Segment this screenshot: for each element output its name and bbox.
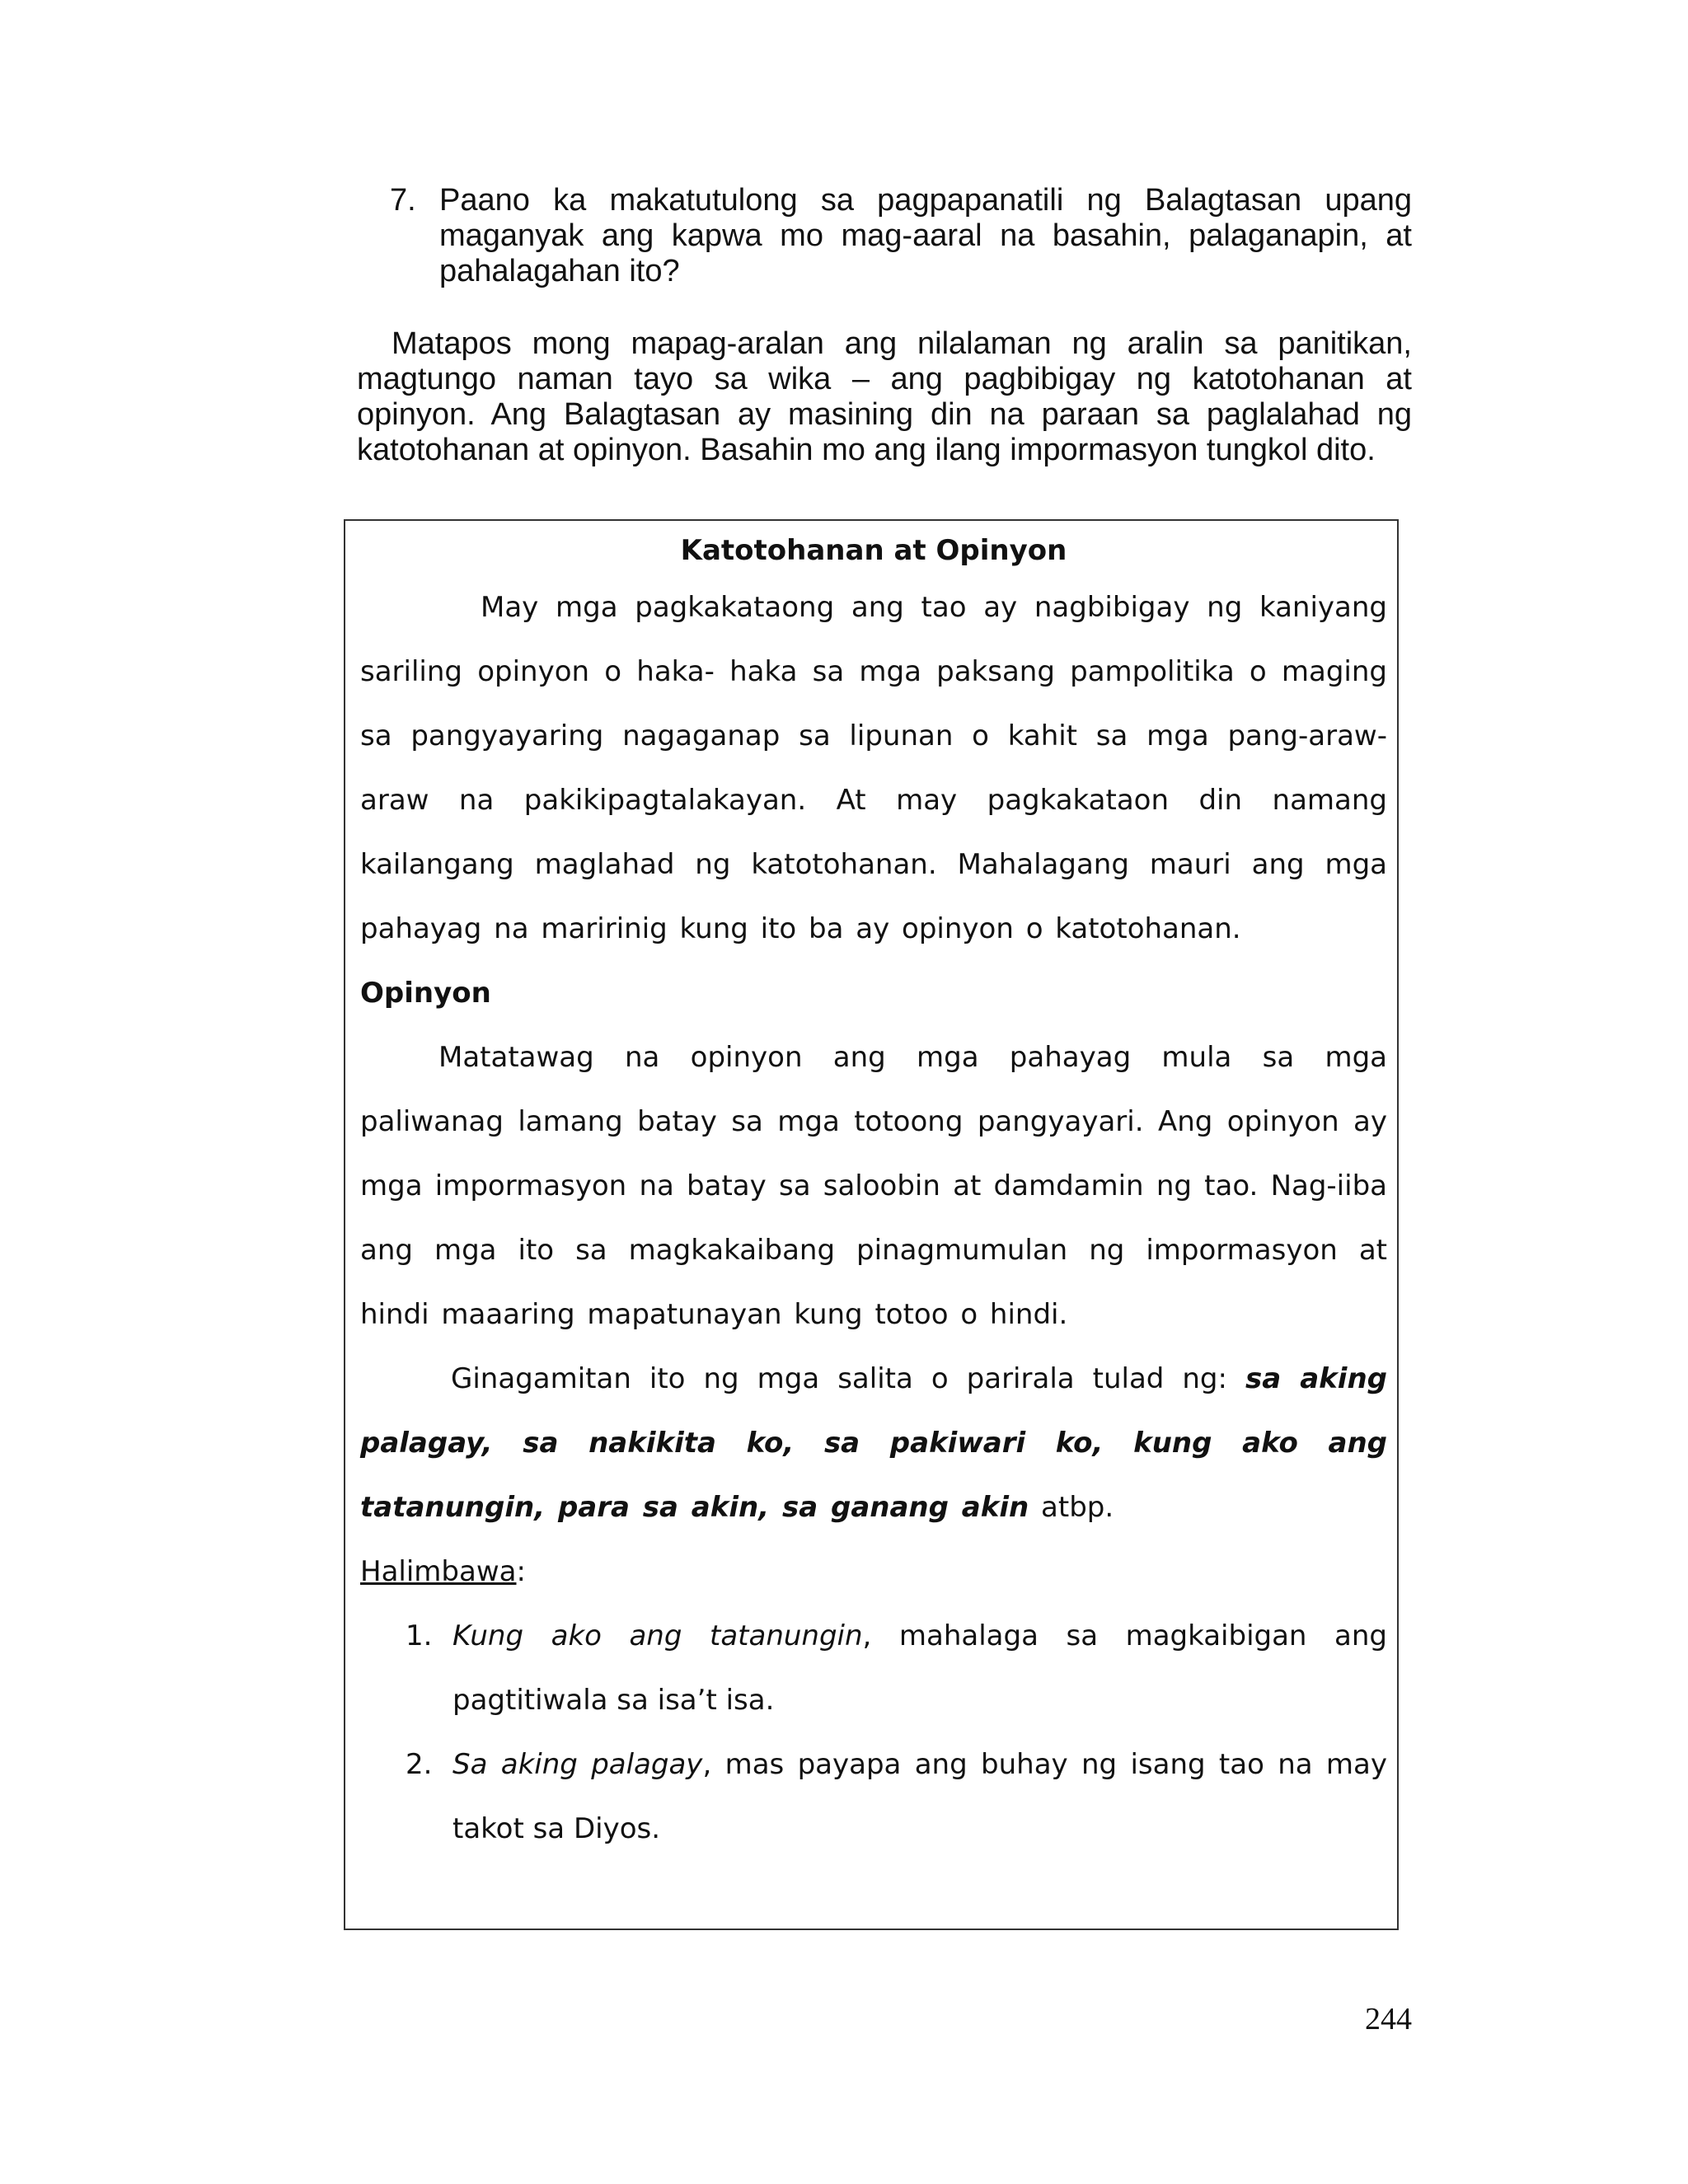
paragraph-intro: May mga pagkakataong ang tao ay nagbibigay ng kaniyang sariling opinyon o haka- haka sa mga paksang pampolitika o maging sa pangyayaring nagaganap sa lipunan o kahit sa mga pang-araw-araw na pakikipagtalakayan. At may pagkakataon din namang kailangang maglahad ng katotohanan. Mahalagang mauri ang mga pahayag na maririnig kung ito ba ay opinyon o katotohanan.	[360, 591, 1387, 945]
halimbawa-label: Halimbawa	[360, 1555, 517, 1588]
example-text: , mas payapa ang buhay ng isang tao na may takot sa Diyos.	[452, 1748, 1388, 1845]
question-number: 7.	[390, 183, 416, 218]
question-7	[390, 183, 1412, 289]
paragraph-opinyon-definition: Matatawag na opinyon ang mga pahayag mula sa mga paliwanag lamang batay sa mga totoong pangyayari. Ang opinyon ay mga impormasyon na batay sa saloobin at damdamin ng tao. Nag-iiba ang mga ito sa magkakaibang pinagmumulan ng impormasyon at hindi maaaring mapatunayan kung totoo o hindi.	[360, 1041, 1387, 1331]
page-number: 244	[1365, 2002, 1412, 2036]
expressions-list: sa aking palagay, sa nakikita ko, sa pakiwari ko, kung ako ang tatanungin, para sa akin, sa ganang akin	[360, 1362, 1387, 1524]
intro-paragraph	[357, 326, 1412, 468]
expressions-tail: atbp.	[1029, 1491, 1114, 1524]
example-italic-phrase: Kung ako ang tatanungin	[452, 1619, 863, 1652]
paragraph-expressions	[360, 1347, 1387, 1540]
box-content	[360, 526, 1387, 1861]
box-title: Katotohanan at Opinyon	[680, 534, 1067, 567]
example-text: , mahalaga sa magkaibigan ang pagtitiwala sa isa’t isa.	[452, 1619, 1387, 1717]
example-number: 2.	[406, 1748, 433, 1781]
question-text: Paano ka makatutulong sa pagpapanatili ng Balagtasan upang maganyak ang kapwa mo mag-aaral na basahin, palaganapin, at pahalagahan ito?	[439, 183, 1412, 288]
intro-text: Matapos mong mapag-aralan ang nilalaman ng aralin sa panitikan, magtungo naman tayo sa wika – ang pagbibigay ng katotohanan at opinyon. Ang Balagtasan ay masining din na paraan sa paglalahad ng katotohanan at opinyon. Basahin mo ang ilang impormasyon tungkol dito.	[357, 326, 1412, 467]
expressions-lead: Ginagamitan ito ng mga salita o parirala tulad ng:	[451, 1362, 1245, 1395]
example-number: 1.	[406, 1619, 433, 1652]
opinyon-heading: Opinyon	[360, 977, 491, 1010]
halimbawa-heading	[360, 1540, 1387, 1604]
example-item	[360, 1604, 1387, 1732]
example-item	[360, 1732, 1387, 1861]
halimbawa-colon: :	[516, 1555, 526, 1588]
katotohanan-opinyon-box	[344, 519, 1399, 1930]
example-list	[360, 1604, 1387, 1861]
example-italic-phrase: Sa aking palagay	[452, 1748, 703, 1781]
